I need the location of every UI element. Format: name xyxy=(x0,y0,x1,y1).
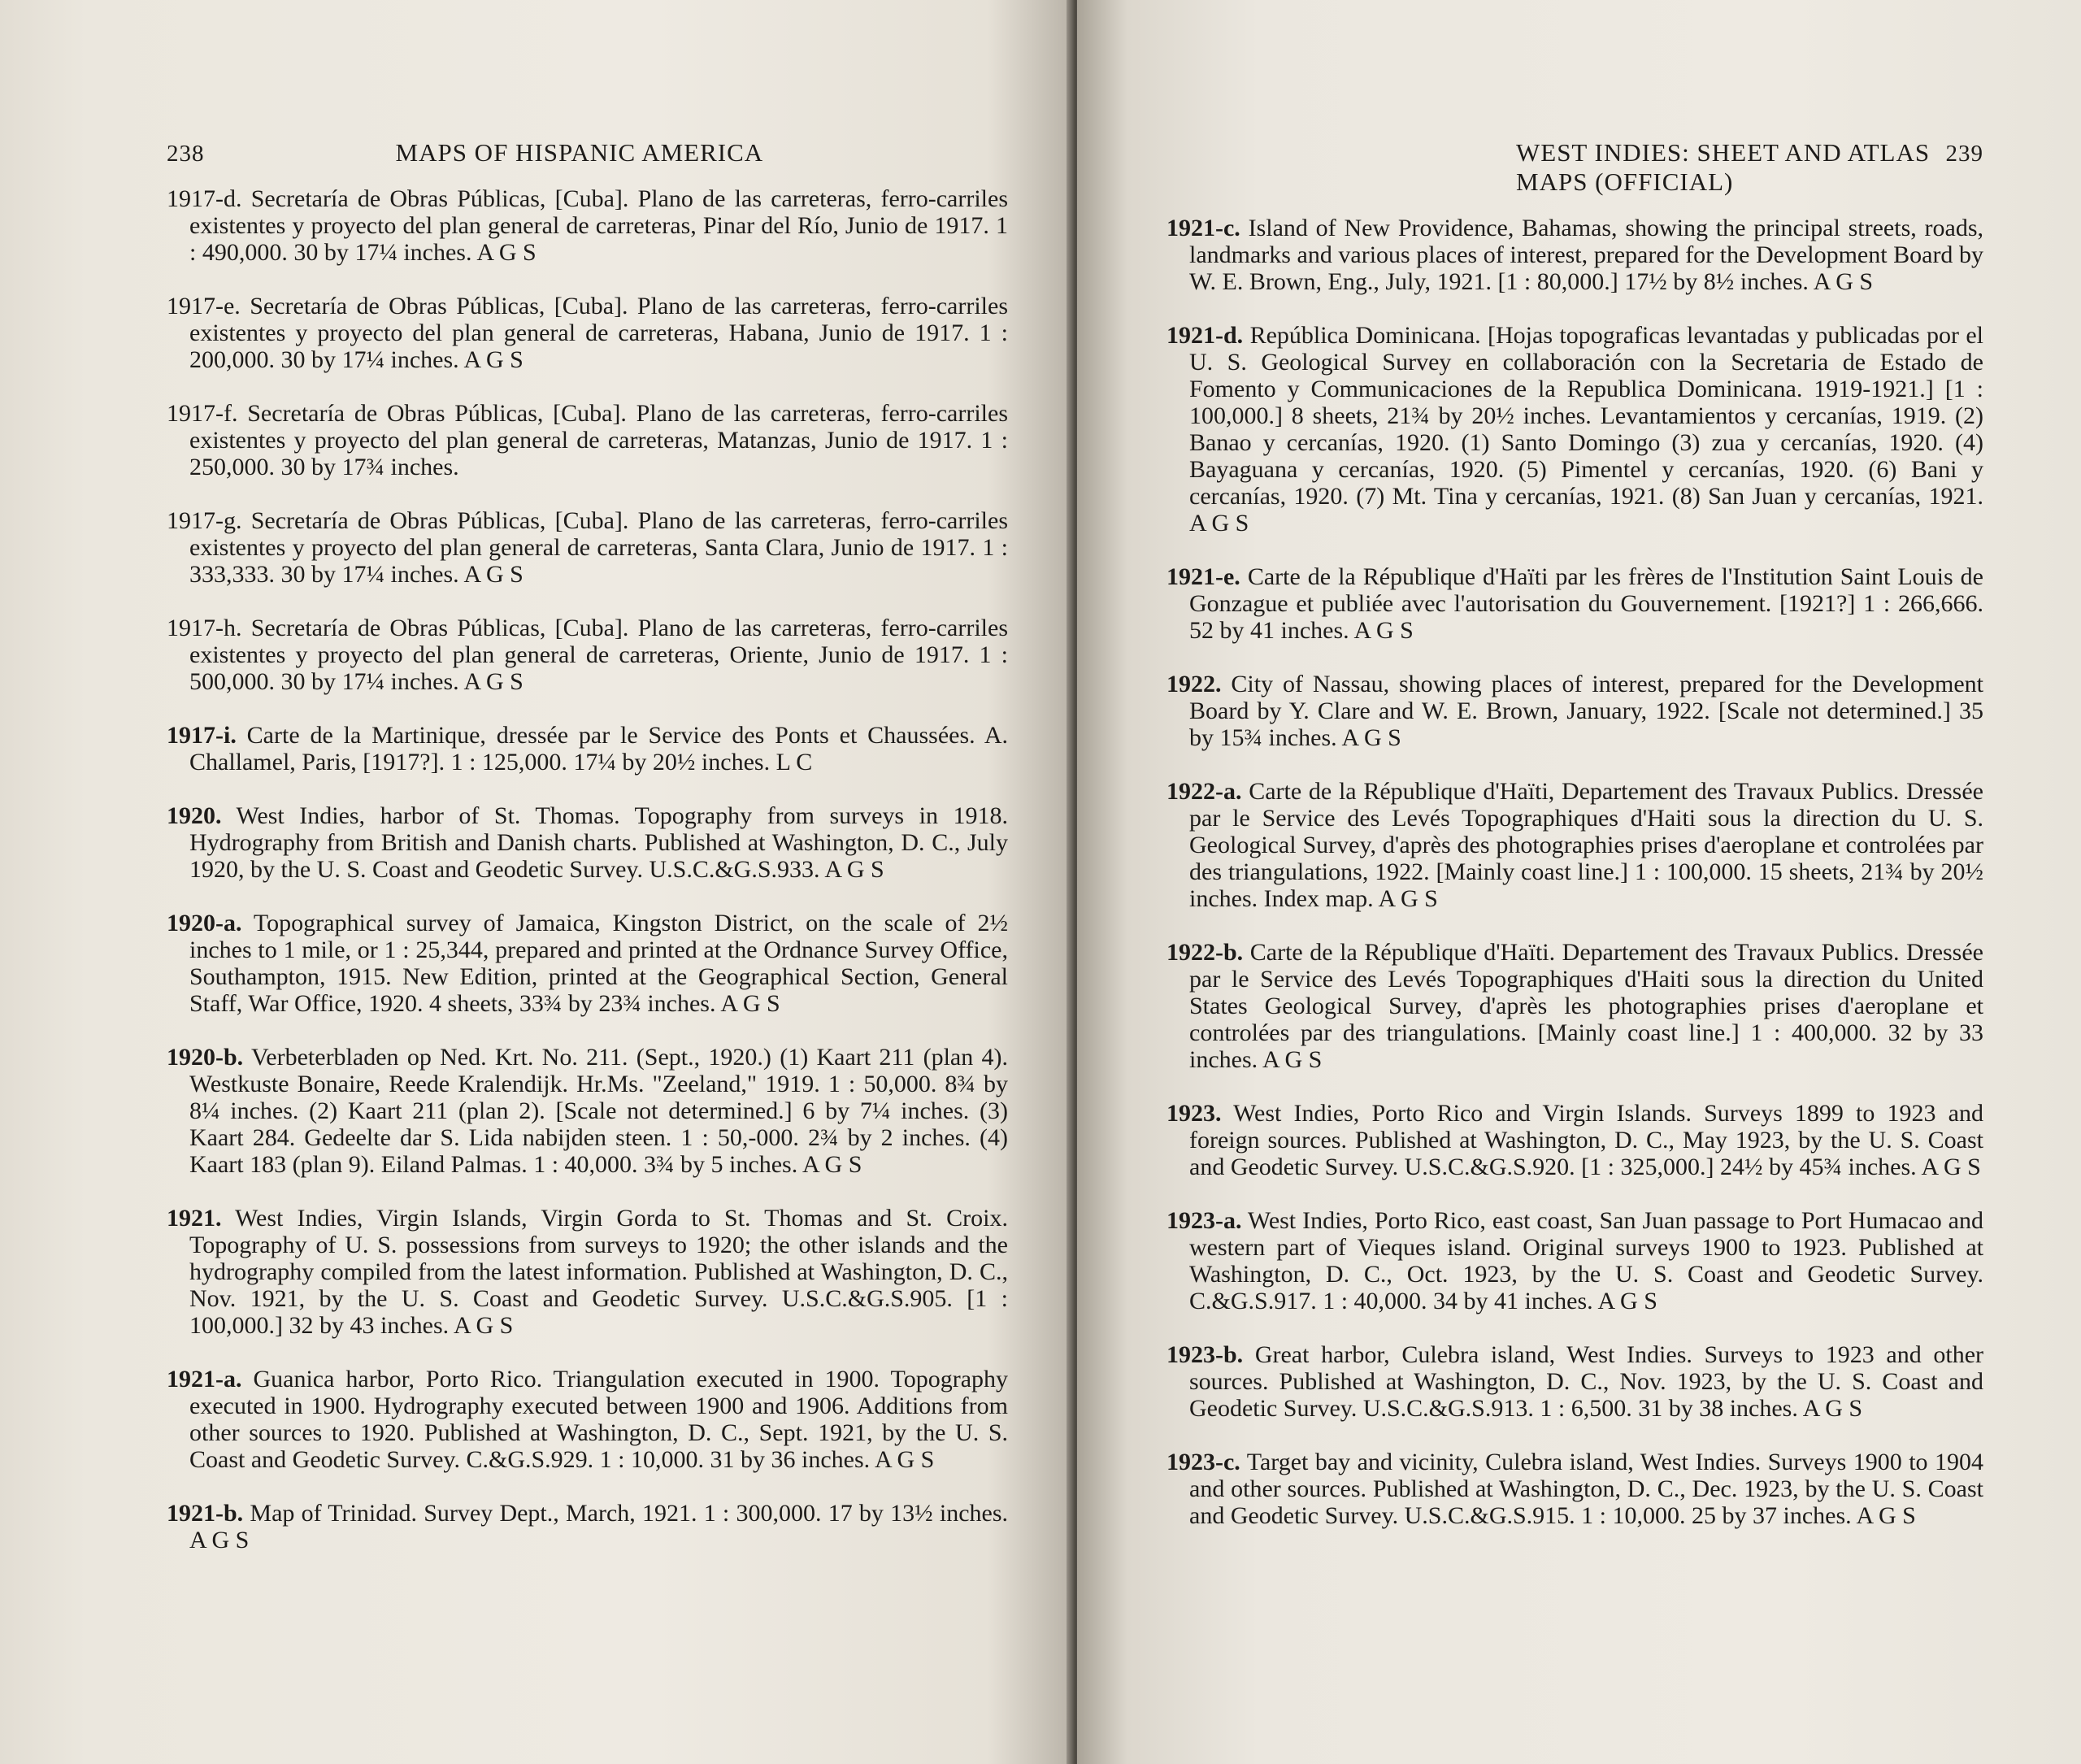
entry-text: West Indies, harbor of St. Thomas. Topography from surveys in 1918. Hydrography from British and Danish charts. Published at Washington, D. C., July 1920, by the U. S. Coast and Geodetic Survey. U.S.C.&G.S.933. A G S xyxy=(189,802,1008,883)
entry-text: Secretaría de Obras Públicas, [Cuba]. Plano de las carreteras, ferro-carriles existentes y proyecto del plan general de carreteras, Matanzas, Junio de 1917. 1 : 250,000. 30 by 17¾ inches. xyxy=(189,400,1009,480)
entry-text: West Indies, Virgin Islands, Virgin Gorda to St. Thomas and St. Croix. Topography of U. S. possessions from surveys to 1920; the other islands and the hydrography compiled from the latest information. Published at Washington, D. C., Nov. 1921, by the U. S. Coast and Geodetic Survey. U.S.C.&G.S.905. [1 : 100,000.] 32 by 43 inches. A G S xyxy=(189,1205,1008,1339)
entry-id: 1917-i. xyxy=(167,722,237,749)
entry-text: Secretaría de Obras Públicas, [Cuba]. Plano de las carreteras, ferro-carriles existentes y proyecto del plan general de carreteras, Habana, Junio de 1917. 1 : 200,000. 30 by 17¼ inches. A G S xyxy=(189,293,1009,373)
catalog-entry xyxy=(1166,1207,1983,1314)
catalog-entry xyxy=(1166,939,1983,1073)
entry-text: West Indies, Porto Rico and Virgin Islands. Surveys 1899 to 1923 and foreign sources. Published at Washington, D. C., May 1923, by the U. S. Coast and Geodetic Survey. U.S.C.&G.S.920. [1 : 325,000.] 24½ by 45¾ inches. A G S xyxy=(1189,1100,1983,1180)
entry-id: 1920. xyxy=(167,802,222,829)
entry-text: West Indies, Porto Rico, east coast, San Juan passage to Port Humacao and western part of Vieques island. Original surveys 1900 to 1923. Published at Washington, D. C., Oct. 1923, by the U. S. Coast and Geodetic Survey. C.&G.S.917. 1 : 40,000. 34 by 41 inches. A G S xyxy=(1189,1207,1983,1314)
entry-text: Secretaría de Obras Públicas, [Cuba]. Plano de las carreteras, ferro-carriles existentes y proyecto del plan general de carreteras, Santa Clara, Junio de 1917. 1 : 333,333. 30 by 17¼ inches. A G S xyxy=(189,507,1009,588)
entry-text: República Dominicana. [Hojas topograficas levantadas y publicadas por el U. S. Geological Survey en collaboración con la Secretaria de Estado de Fomento y Communicaciones de la Republica Dominicana. 1919-1921.] [1 : 100,000.] 8 sheets, 21¾ by 20½ inches. Levantamientos y cercanías, 1919. (2) Banao y cercanías, 1920. (1) Santo Domingo (3) zua y cercanías, 1920. (4) Bayaguana y cercanías, 1920. (5) Pimentel y cercanías, 1920. (6) Bani y cercanías, 1920. (7) Mt. Tina y cercanías, 1921. (8) San Juan y cercanías, 1921. A G S xyxy=(1189,322,1983,537)
entry-text: Verbeterbladen op Ned. Krt. No. 211. (Sept., 1920.) (1) Kaart 211 (plan 4). Westkuste Bonaire, Reede Kralendijk. Hr.Ms. "Zeeland," 1919. 1 : 50,000. 8¾ by 8¼ inches. (2) Kaart 211 (plan 2). [Scale not determined.] 6 by 7¼ inches. (3) Kaart 284. Gedeelte dar S. Lida nabijden steen. 1 : 50,-000. 2¾ by 2 inches. (4) Kaart 183 (plan 9). Eiland Palmas. 1 : 40,000. 3¾ by 5 inches. A G S xyxy=(189,1044,1008,1178)
entry-text: Great harbor, Culebra island, West Indies. Surveys to 1923 and other sources. Published at Washington, D. C., Nov. 1923, by the U. S. Coast and Geodetic Survey. U.S.C.&G.S.913. 1 : 6,500. 31 by 38 inches. A G S xyxy=(1189,1341,1984,1422)
entry-id: 1923-c. xyxy=(1166,1449,1240,1475)
catalog-entry xyxy=(167,1044,1008,1178)
entry-id: 1920-b. xyxy=(167,1044,244,1071)
right-page-number: 239 xyxy=(1945,141,1983,167)
entry-id: 1921-b. xyxy=(167,1500,244,1527)
entry-id: 1921-e. xyxy=(1166,563,1240,590)
right-page xyxy=(1077,0,2081,1764)
left-running-title: MAPS OF HISPANIC AMERICA xyxy=(395,138,764,167)
entry-text: Carte de la République d'Haïti. Departement des Travaux Publics. Dressée par le Service des Levés Topographiques d'Haiti sous la direction du United States Geological Survey, d'après les photographies prises d'aeroplane et controlées par des triangulations. [Mainly coast line.] 1 : 400,000. 32 by 33 inches. A G S xyxy=(1189,939,1983,1073)
entry-id: 1921-a. xyxy=(167,1366,242,1393)
catalog-entry xyxy=(1166,1341,1983,1422)
catalog-entry xyxy=(167,293,1008,373)
entry-id: 1917-g. xyxy=(167,507,242,534)
right-running-head xyxy=(1166,138,1983,197)
catalog-entry xyxy=(1166,778,1983,912)
entry-id: 1923-b. xyxy=(1166,1341,1244,1368)
catalog-entry xyxy=(167,507,1008,588)
catalog-entry xyxy=(167,400,1008,480)
catalog-entry xyxy=(167,910,1008,1017)
left-page-number: 238 xyxy=(167,141,205,167)
entry-id: 1921-c. xyxy=(1166,215,1240,241)
catalog-entry xyxy=(167,615,1008,695)
entry-id: 1923-a. xyxy=(1166,1207,1242,1234)
entry-id: 1917-f. xyxy=(167,400,238,427)
entry-id: 1922. xyxy=(1166,671,1222,697)
left-running-head xyxy=(167,138,1008,167)
catalog-entry xyxy=(167,1366,1008,1473)
entry-text: Carte de la République d'Haïti par les frères de l'Institution Saint Louis de Gonzague et publiée avec l'autorisation du Gouvernement. [1921?] 1 : 266,666. 52 by 41 inches. A G S xyxy=(1189,563,1983,644)
catalog-entry xyxy=(167,1500,1008,1553)
entry-id: 1922-b. xyxy=(1166,939,1244,966)
catalog-entry xyxy=(167,185,1008,266)
catalog-entry xyxy=(1166,1449,1983,1529)
catalog-entry xyxy=(1166,671,1983,751)
entry-text: Guanica harbor, Porto Rico. Triangulation executed in 1900. Topography executed in 1900. Hydrography executed between 1900 and 1906. Additions from other sources to 1920. Published at Washington, D. C., Sept. 1921, by the U. S. Coast and Geodetic Survey. C.&G.S.929. 1 : 10,000. 31 by 36 inches. A G S xyxy=(189,1366,1009,1473)
entry-text: Secretaría de Obras Públicas, [Cuba]. Plano de las carreteras, ferro-carriles existentes y proyecto del plan general de carreteras, Pinar del Río, Junio de 1917. 1 : 490,000. 30 by 17¼ inches. A G S xyxy=(189,185,1009,266)
entry-text: Carte de la République d'Haïti, Departement des Travaux Publics. Dressée par le Service des Levés Topographiques d'Haiti sous la direction du U. S. Geological Survey, d'après des photographies prises d'aeroplane et controlées par des triangulations, 1922. [Mainly coast line.] 1 : 100,000. 15 sheets, 21¾ by 20½ inches. Index map. A G S xyxy=(1189,778,1983,912)
catalog-entry xyxy=(167,722,1008,776)
entry-text: Topographical survey of Jamaica, Kingston District, on the scale of 2½ inches to 1 mile, or 1 : 25,344, prepared and printed at the Ordnance Survey Office, Southampton, 1915. New Edition, printed at the Geographical Section, General Staff, War Office, 1920. 4 sheets, 33¾ by 23¾ inches. A G S xyxy=(189,910,1008,1017)
entry-text: Secretaría de Obras Públicas, [Cuba]. Plano de las carreteras, ferro-carriles existentes y proyecto del plan general de carreteras, Oriente, Junio de 1917. 1 : 500,000. 30 by 17¼ inches. A G S xyxy=(189,615,1009,695)
entry-text: Island of New Providence, Bahamas, showing the principal streets, roads, landmarks and various places of interest, prepared for the Development Board by W. E. Brown, Eng., July, 1921. [1 : 80,000.] 17½ by 8½ inches. A G S xyxy=(1189,215,1983,295)
entry-id: 1917-h. xyxy=(167,615,242,641)
entry-text: Carte de la Martinique, dressée par le Service des Ponts et Chaussées. A. Challamel, Paris, [1917?]. 1 : 125,000. 17¼ by 20½ inches. L C xyxy=(189,722,1008,776)
catalog-entry xyxy=(1166,215,1983,295)
entry-text: City of Nassau, showing places of interest, prepared for the Development Board by Y. Clare and W. E. Brown, January, 1922. [Scale not determined.] 35 by 15¾ inches. A G S xyxy=(1189,671,1983,751)
entry-id: 1917-d. xyxy=(167,185,242,212)
entry-id: 1920-a. xyxy=(167,910,242,936)
catalog-entry xyxy=(167,802,1008,883)
entry-id: 1923. xyxy=(1166,1100,1222,1127)
entry-text: Map of Trinidad. Survey Dept., March, 1921. 1 : 300,000. 17 by 13½ inches. A G S xyxy=(189,1500,1008,1553)
catalog-entry xyxy=(167,1205,1008,1339)
entry-id: 1921. xyxy=(167,1205,222,1232)
catalog-entry xyxy=(1166,322,1983,537)
catalog-entry xyxy=(1166,563,1983,644)
entry-id: 1921-d. xyxy=(1166,322,1244,349)
right-running-title: WEST INDIES: SHEET AND ATLAS MAPS (OFFICIAL) xyxy=(1516,138,1931,196)
entry-id: 1922-a. xyxy=(1166,778,1242,805)
catalog-entry xyxy=(1166,1100,1983,1180)
entry-id: 1917-e. xyxy=(167,293,241,319)
entry-text: Target bay and vicinity, Culebra island, West Indies. Surveys 1900 to 1904 and other sources. Published at Washington, D. C., Dec. 1923, by the U. S. Coast and Geodetic Survey. U.S.C.&G.S.915. 1 : 10,000. 25 by 37 inches. A G S xyxy=(1189,1449,1983,1529)
